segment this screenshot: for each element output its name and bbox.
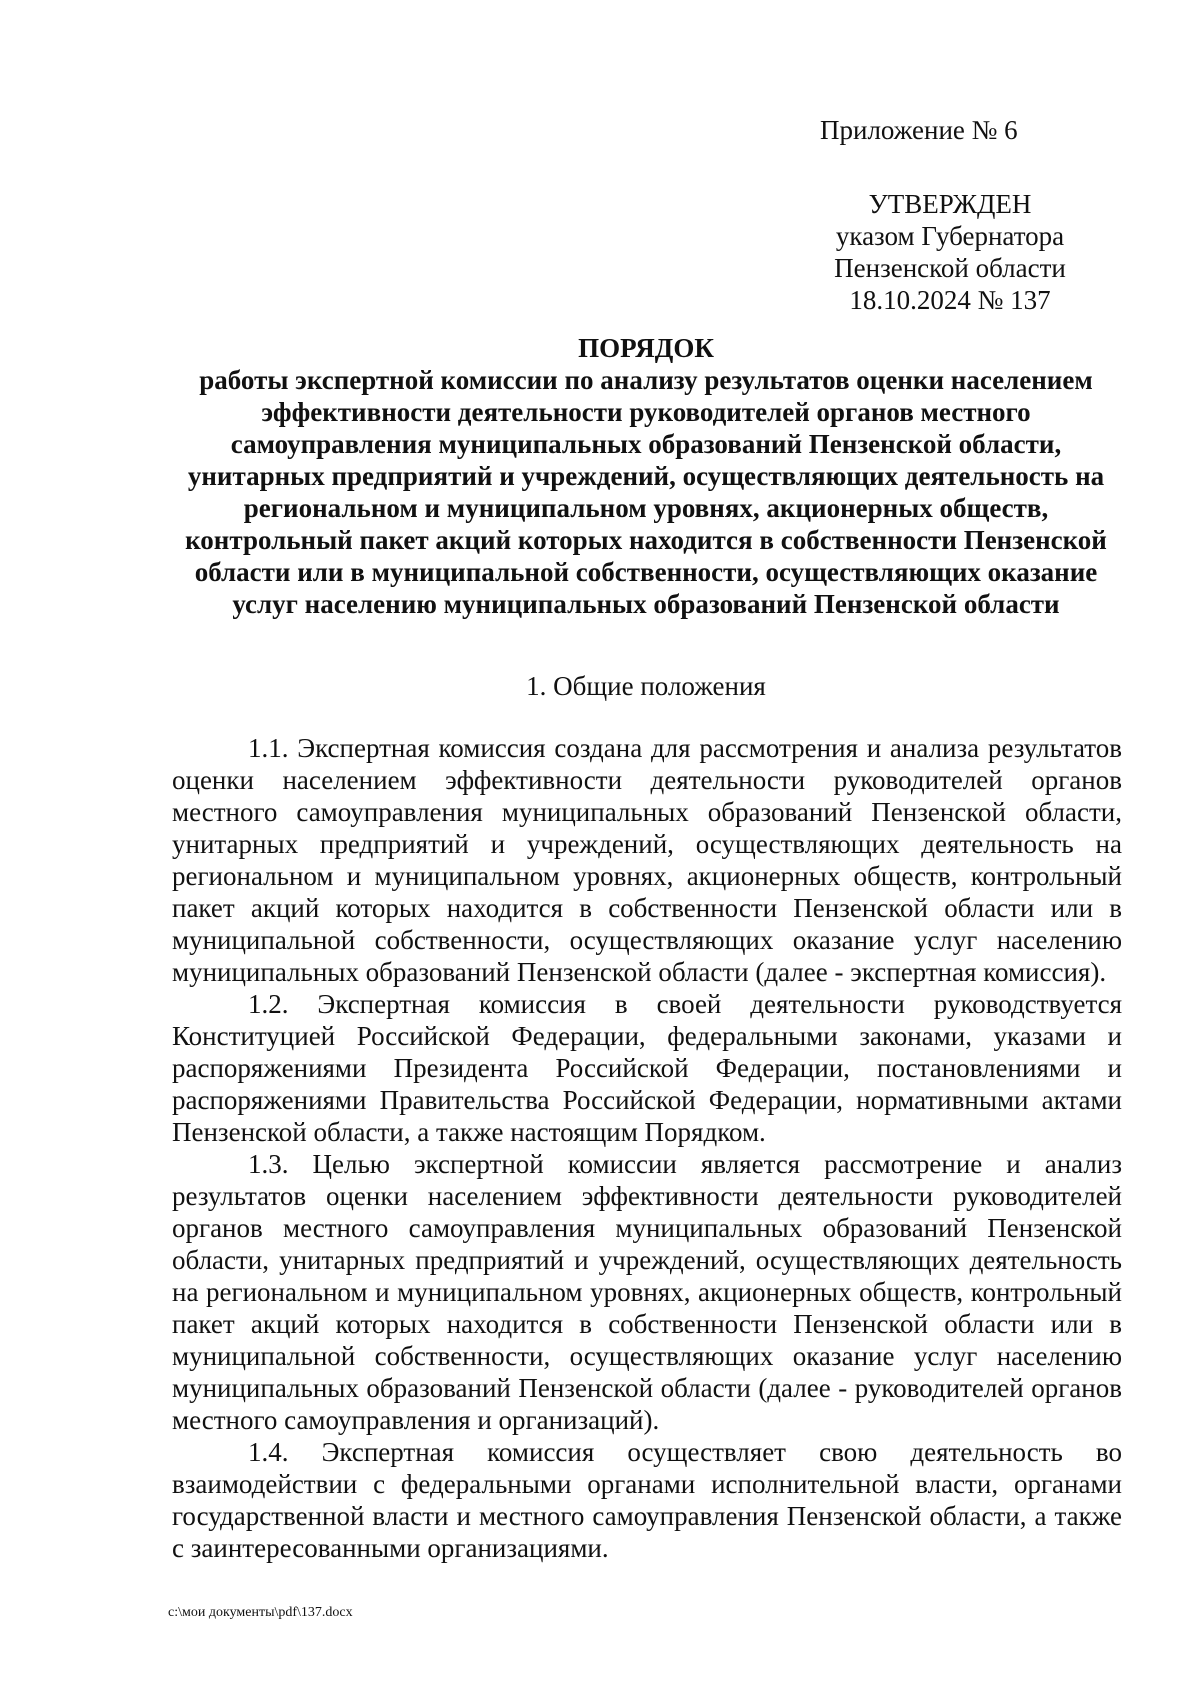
footer-file-path: c:\мои документы\pdf\137.docx bbox=[168, 1605, 353, 1620]
approval-line-approved: УТВЕРЖДЕН bbox=[868, 189, 1032, 219]
annex-label: Приложение № 6 bbox=[820, 115, 1018, 145]
paragraph-1-3: 1.3. Целью экспертной комиссии является рассмотрение и анализ результатов оценки населением эффективности деятельности руководителей органов местного самоуправления муниципальных образований Пензенской области, унитарных предприятий и учреждений, осуществляющих деятельность на региональном и муниципальном уровнях, акционерных обществ, контрольный пакет акций которых находится в собственности Пензенской области или в муниципальной собственности, осуществляющих оказание услуг населению муниципальных образований Пензенской области (далее - руководителей органов местного самоуправления и организаций). bbox=[172, 1149, 1122, 1435]
section-heading: 1. Общие положения bbox=[526, 671, 766, 701]
paragraph-1-4: 1.4. Экспертная комиссия осуществляет свою деятельность во взаимодействии с федеральными органами исполнительной власти, органами государственной власти и местного самоуправления Пензенской области, а также с заинтересованными организациями. bbox=[172, 1437, 1122, 1563]
document-subtitle: работы экспертной комиссии по анализу результатов оценки населением эффективности деятельности руководителей органов местного самоуправления муниципальных образований Пензенской области, унитарных предприятий и учреждений, осуществляющих деятельность на региональном и муниципальном уровнях, акционерных обществ, контрольный пакет акций которых находится в собственности Пензенской области или в муниципальной собственности, осуществляющих оказание услуг населению муниципальных образований Пензенской области bbox=[185, 365, 1107, 619]
document-title-block bbox=[168, 332, 1124, 620]
approval-line-region: Пензенской области bbox=[834, 253, 1066, 283]
approval-stamp bbox=[800, 188, 1100, 316]
section-body bbox=[172, 732, 1122, 1564]
approval-line-by-decree: указом Губернатора bbox=[835, 221, 1065, 251]
approval-line-date-number: 18.10.2024 № 137 bbox=[849, 285, 1051, 315]
paragraph-1-2: 1.2. Экспертная комиссия в своей деятельности руководствуется Конституцией Российской Федерации, федеральными законами, указами и распоряжениями Президента Российской Федерации, постановлениями и распоряжениями Правительства Российской Федерации, нормативными актами Пензенской области, а также настоящим Порядком. bbox=[172, 989, 1122, 1147]
document-title: ПОРЯДОК bbox=[578, 333, 714, 363]
paragraph-1-1: 1.1. Экспертная комиссия создана для рассмотрения и анализа результатов оценки населением эффективности деятельности руководителей органов местного самоуправления муниципальных образований Пензенской области, унитарных предприятий и учреждений, осуществляющих деятельность на региональном и муниципальном уровнях, акционерных обществ, контрольный пакет акций которых находится в собственности Пензенской области или в муниципальной собственности, осуществляющих оказание услуг населению муниципальных образований Пензенской области (далее - экспертная комиссия). bbox=[172, 733, 1122, 987]
